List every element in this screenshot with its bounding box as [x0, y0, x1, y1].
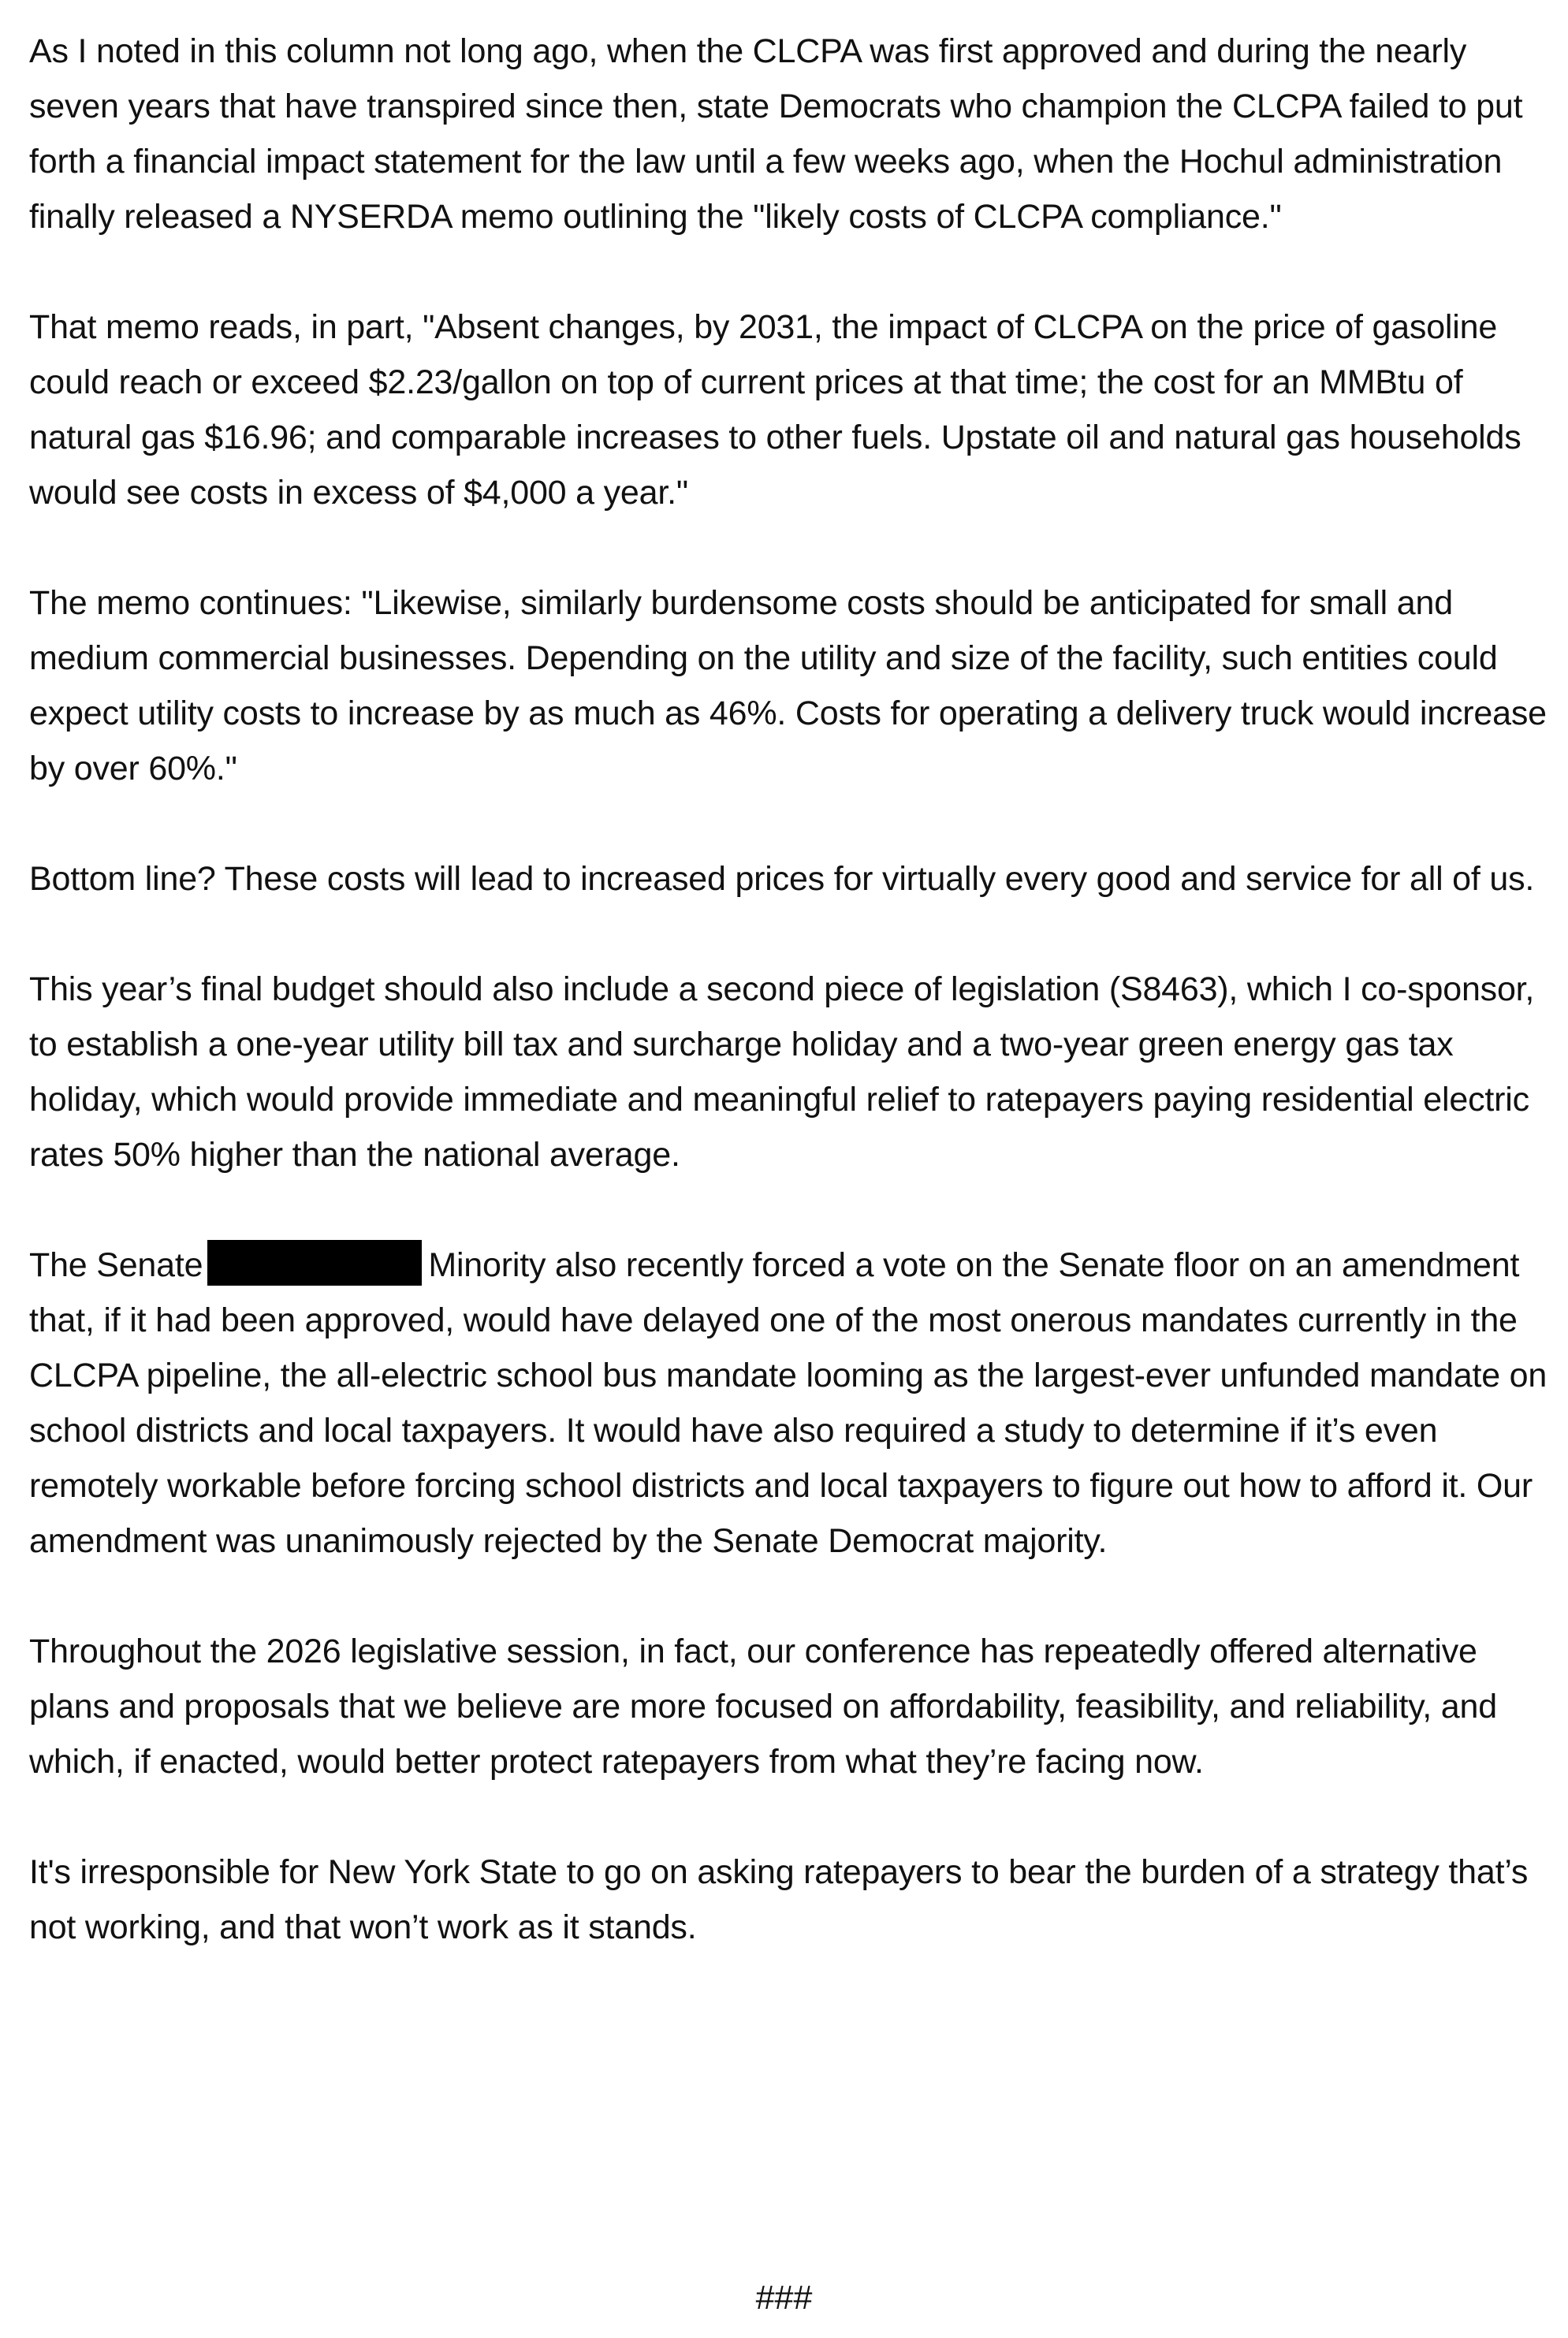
paragraph-clcpa-history: As I noted in this column not long ago, when the CLCPA was first approved and during the nearly seven years that have transpired since then, state Democrats who champion the CLCPA failed to put forth a financial impact statement for the law until a few weeks ago, when the Hochul administration finally released a NYSERDA memo outlining the "likely costs of CLCPA compliance.": [29, 32, 1523, 236]
paragraph-senate-minority: [29, 1238, 1559, 1569]
senate-minority-body-text: Minority also recently forced a vote on the Senate floor on an amendment that, if it had been approved, would have delayed one of the most onerous mandates currently in the CLCPA pipeline, the all-electric school bus mandate looming as the largest-ever unfunded mandate on school districts and local taxpayers. It would have also required a study to determine if it’s even remotely workable before forcing school districts and local taxpayers to figure out how to afford it. Our amendment was unanimously rejected by the Senate Democrat majority.: [29, 1246, 1548, 1560]
paragraph-bottom-line: Bottom line? These costs will lead to increased prices for virtually every good and service for all of us.: [29, 860, 1535, 898]
document-body: [29, 24, 1559, 2010]
end-of-document-mark: ###: [755, 2279, 813, 2317]
senate-minority-lead-text: The Senate: [29, 1246, 203, 1284]
paragraph-legislative-session: Throughout the 2026 legislative session, in fact, our conference has repeatedly offered alternative plans and proposals that we believe are more focused on affordability, feasibility, and reliability, and which, if enacted, would better protect ratepayers from what they’re facing now.: [29, 1633, 1497, 1781]
paragraph-irresponsible: It's irresponsible for New York State to go on asking ratepayers to bear the burden of a strategy that’s not working, and that won’t work as it stands.: [29, 1853, 1529, 1946]
paragraph-budget-legislation: This year’s final budget should also include a second piece of legislation (S8463), which I co-sponsor, to establish a one-year utility bill tax and surcharge holiday and a two-year green energy gas tax holiday, which would provide immediate and meaningful relief to ratepayers paying residential electric rates 50% higher than the national average.: [29, 970, 1535, 1174]
paragraph-memo-quote: That memo reads, in part, "Absent changes, by 2031, the impact of CLCPA on the price of gasoline could reach or exceed $2.23/gallon on top of current prices at that time; the cost for an MMBtu of natural gas $16.96; and comparable increases to other fuels. Upstate oil and natural gas households would see costs in excess of $4,000 a year.": [29, 308, 1521, 512]
redaction-block: [207, 1240, 422, 1286]
paragraph-memo-continues: The memo continues: "Likewise, similarly burdensome costs should be anticipated for small and medium commercial businesses. Depending on the utility and size of the facility, such entities could expect utility costs to increase by as much as 46%. Costs for operating a delivery truck would increase by over 60%.": [29, 584, 1547, 787]
